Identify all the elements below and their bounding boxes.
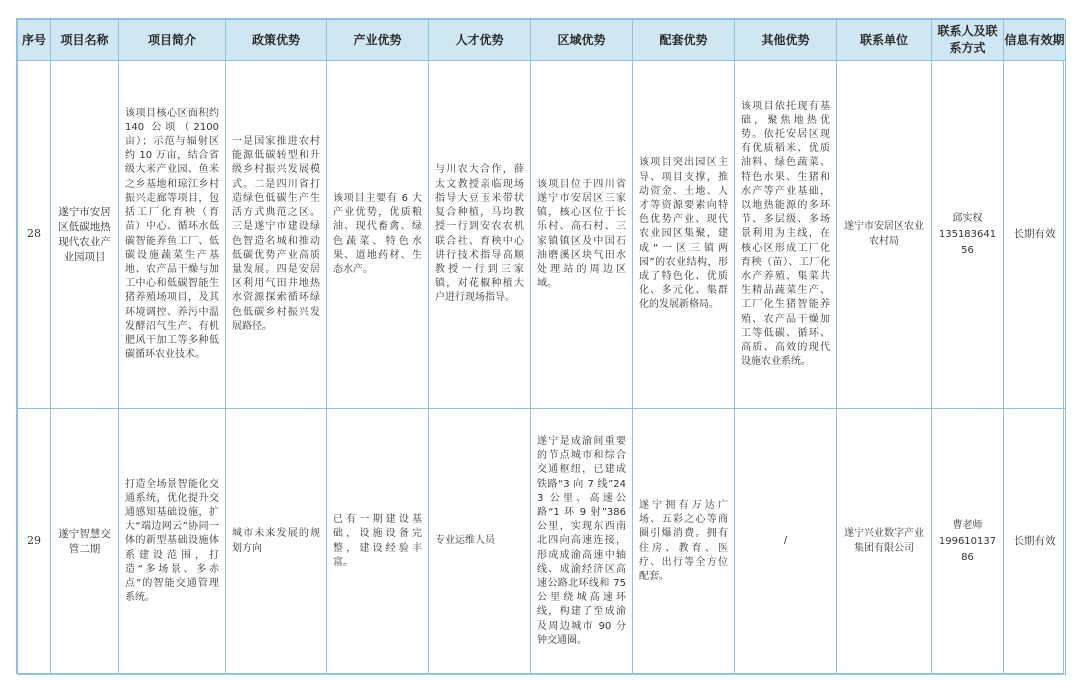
row-intro-cell <box>119 409 226 675</box>
row-other-cell <box>735 409 837 675</box>
row-talent: 专业运维人员 <box>435 535 495 547</box>
header-support: 配套优势 <box>633 20 735 61</box>
row-seq: 29 <box>18 409 51 675</box>
row-region-cell <box>531 61 633 409</box>
project-table <box>17 19 1066 675</box>
table-row <box>18 61 1066 409</box>
row-name: 遂宁市安居区低碳地热现代农业产业园项目 <box>58 205 111 263</box>
header-seq: 序号 <box>18 20 51 61</box>
row-intro: 该项目核心区面积约 140 公顷（2100 亩）；示范与辐射区约 10 万亩，结合省级大米产业园、鱼米之乡基地和琼江乡村振兴走廊等项目，包括工厂化育秧（育苗）中心、循环水低碳智能养鱼工厂、低碳设施蔬菜生产基地、农产品干燥与加工中心和低碳智能生猪养殖场项目，及其环境调控、养污中温发酵沼气生产、有机肥风干加工等多种低碳循环农业技术。 <box>125 107 219 361</box>
row-contact-phone: 19961013786 <box>938 535 997 563</box>
row-unit-cell <box>837 61 932 409</box>
row-unit: 遂宁市安居区农业农村局 <box>844 221 924 247</box>
row-talent: 与川农大合作，薛太文教授亲临现场指导大豆玉米带状复合种植，马均教授一行到安农农机联合社、育秧中心讲行技术指导高顺教授一行到三家镇，对花椒种植大户进行现场指导。 <box>435 164 524 304</box>
header-region: 区域优势 <box>531 20 633 61</box>
row-support: 该项目突出园区主导、项目支撑，推动资金、土地、人才等资源要素向特色优势产业、现代农业园区集聚，建成“一区三镇两园”的农业结构，形成了特色化、优质化、多元化、集群化的发展新格局。 <box>639 157 728 311</box>
row-name-cell <box>51 61 119 409</box>
row-policy-cell <box>226 61 327 409</box>
row-contact-name: 曹老师 <box>952 519 983 531</box>
row-policy-cell <box>226 409 327 675</box>
header-other: 其他优势 <box>735 20 837 61</box>
row-contact-name: 邱实权 <box>952 212 983 224</box>
row-contact-phone: 13518364156 <box>938 228 997 256</box>
row-region-cell <box>531 409 633 675</box>
row-region: 遂宁是成渝间重要的节点城市和综合交通枢纽，已建成铁路“3 向 7 线”243 公里、高速公路“1 环 9 射”386 公里，实现东西南北四向高速连接，形成成渝高速中轴线、成渝经济区高速公路北环线和 75 公里绕城高速环线，构建了至成渝及周边城市 90 分钟交通圈。 <box>537 435 626 646</box>
row-name-cell <box>51 409 119 675</box>
row-other: 该项目依托现有基础，聚焦地热优势。依托安居区现有优质稻米、优质油料、绿色蔬菜、特色水果、生猪和水产等产业基础，以地热能源的多环节、多层级、多场景利用为主线，在核心区形成工厂化育秧（苗）、工厂化水产养殖、集菜共生精品蔬菜生产、工厂化生猪智能养殖、农产品干燥加工等低碳、循环、高质、高效的现代设施农业系统。 <box>741 100 830 368</box>
row-support-cell <box>633 409 735 675</box>
row-industry: 已有一期建设基础，设施设备完整，建设经验丰富。 <box>333 514 422 568</box>
row-talent-cell <box>429 409 531 675</box>
table-row <box>18 409 1066 675</box>
header-talent: 人才优势 <box>429 20 531 61</box>
row-validity: 长期有效 <box>1013 535 1056 548</box>
header-industry: 产业优势 <box>327 20 429 61</box>
row-intro: 打造全场景智能化交通系统，优化提升交通感知基础设施，扩大“端边网云”协同一体的新型基础设施体系建设范围，打造“多场景、多赤点”的智能交通管理系统。 <box>125 478 219 604</box>
table-header-row <box>18 20 1066 61</box>
project-table-sheet <box>16 18 1064 674</box>
row-industry: 该项目主要有 6 大产业优势，优质粮油、现代畜禽、绿色蔬菜、特色水果、道地药材、生态水产。 <box>333 192 422 275</box>
row-support: 遂宁拥有万达广场、五彩之心等商圈引爆消费。拥有住房、教育、医疗、出行等全方位配套。 <box>639 499 728 582</box>
row-region: 该项目位于四川省遂宁市安居区三家镇，核心区位于长乐村、高石村、三家镇镇区及中国石油磨溪区块气田水处理站的周边区域。 <box>537 178 626 290</box>
row-other-cell <box>735 61 837 409</box>
header-contact: 联系人及联系方式 <box>932 20 1004 61</box>
row-validity: 长期有效 <box>1013 228 1056 241</box>
header-name: 项目名称 <box>51 20 119 61</box>
header-validity: 信息有效期 <box>1004 20 1066 61</box>
row-seq: 28 <box>18 61 51 409</box>
row-support-cell <box>633 61 735 409</box>
header-unit: 联系单位 <box>837 20 932 61</box>
row-validity-cell <box>1004 409 1066 675</box>
row-validity-cell <box>1004 61 1066 409</box>
row-industry-cell <box>327 61 429 409</box>
row-policy: 一是国家推进农村能源低碳转型和升级乡村振兴发展模式。二是四川省打造绿色低碳生产生活方式典范之区。三是遂宁市建设绿色智造名城和推动低碳优势产业高质量发展。四是安居区利用气田井地热水资源探索循环绿色低碳乡村振兴发展路径。 <box>232 136 320 332</box>
row-policy: 城市未来发展的规划方向 <box>232 528 320 554</box>
header-policy: 政策优势 <box>226 20 327 61</box>
header-intro: 项目简介 <box>119 20 226 61</box>
row-talent-cell <box>429 61 531 409</box>
row-other: / <box>783 535 788 547</box>
row-intro-cell <box>119 61 226 409</box>
row-contact-cell <box>932 409 1004 675</box>
row-industry-cell <box>327 409 429 675</box>
row-unit: 遂宁兴业数字产业集团有限公司 <box>844 528 924 554</box>
row-contact-cell <box>932 61 1004 409</box>
row-unit-cell <box>837 409 932 675</box>
row-name: 遂宁智慧交管二期 <box>58 527 111 555</box>
